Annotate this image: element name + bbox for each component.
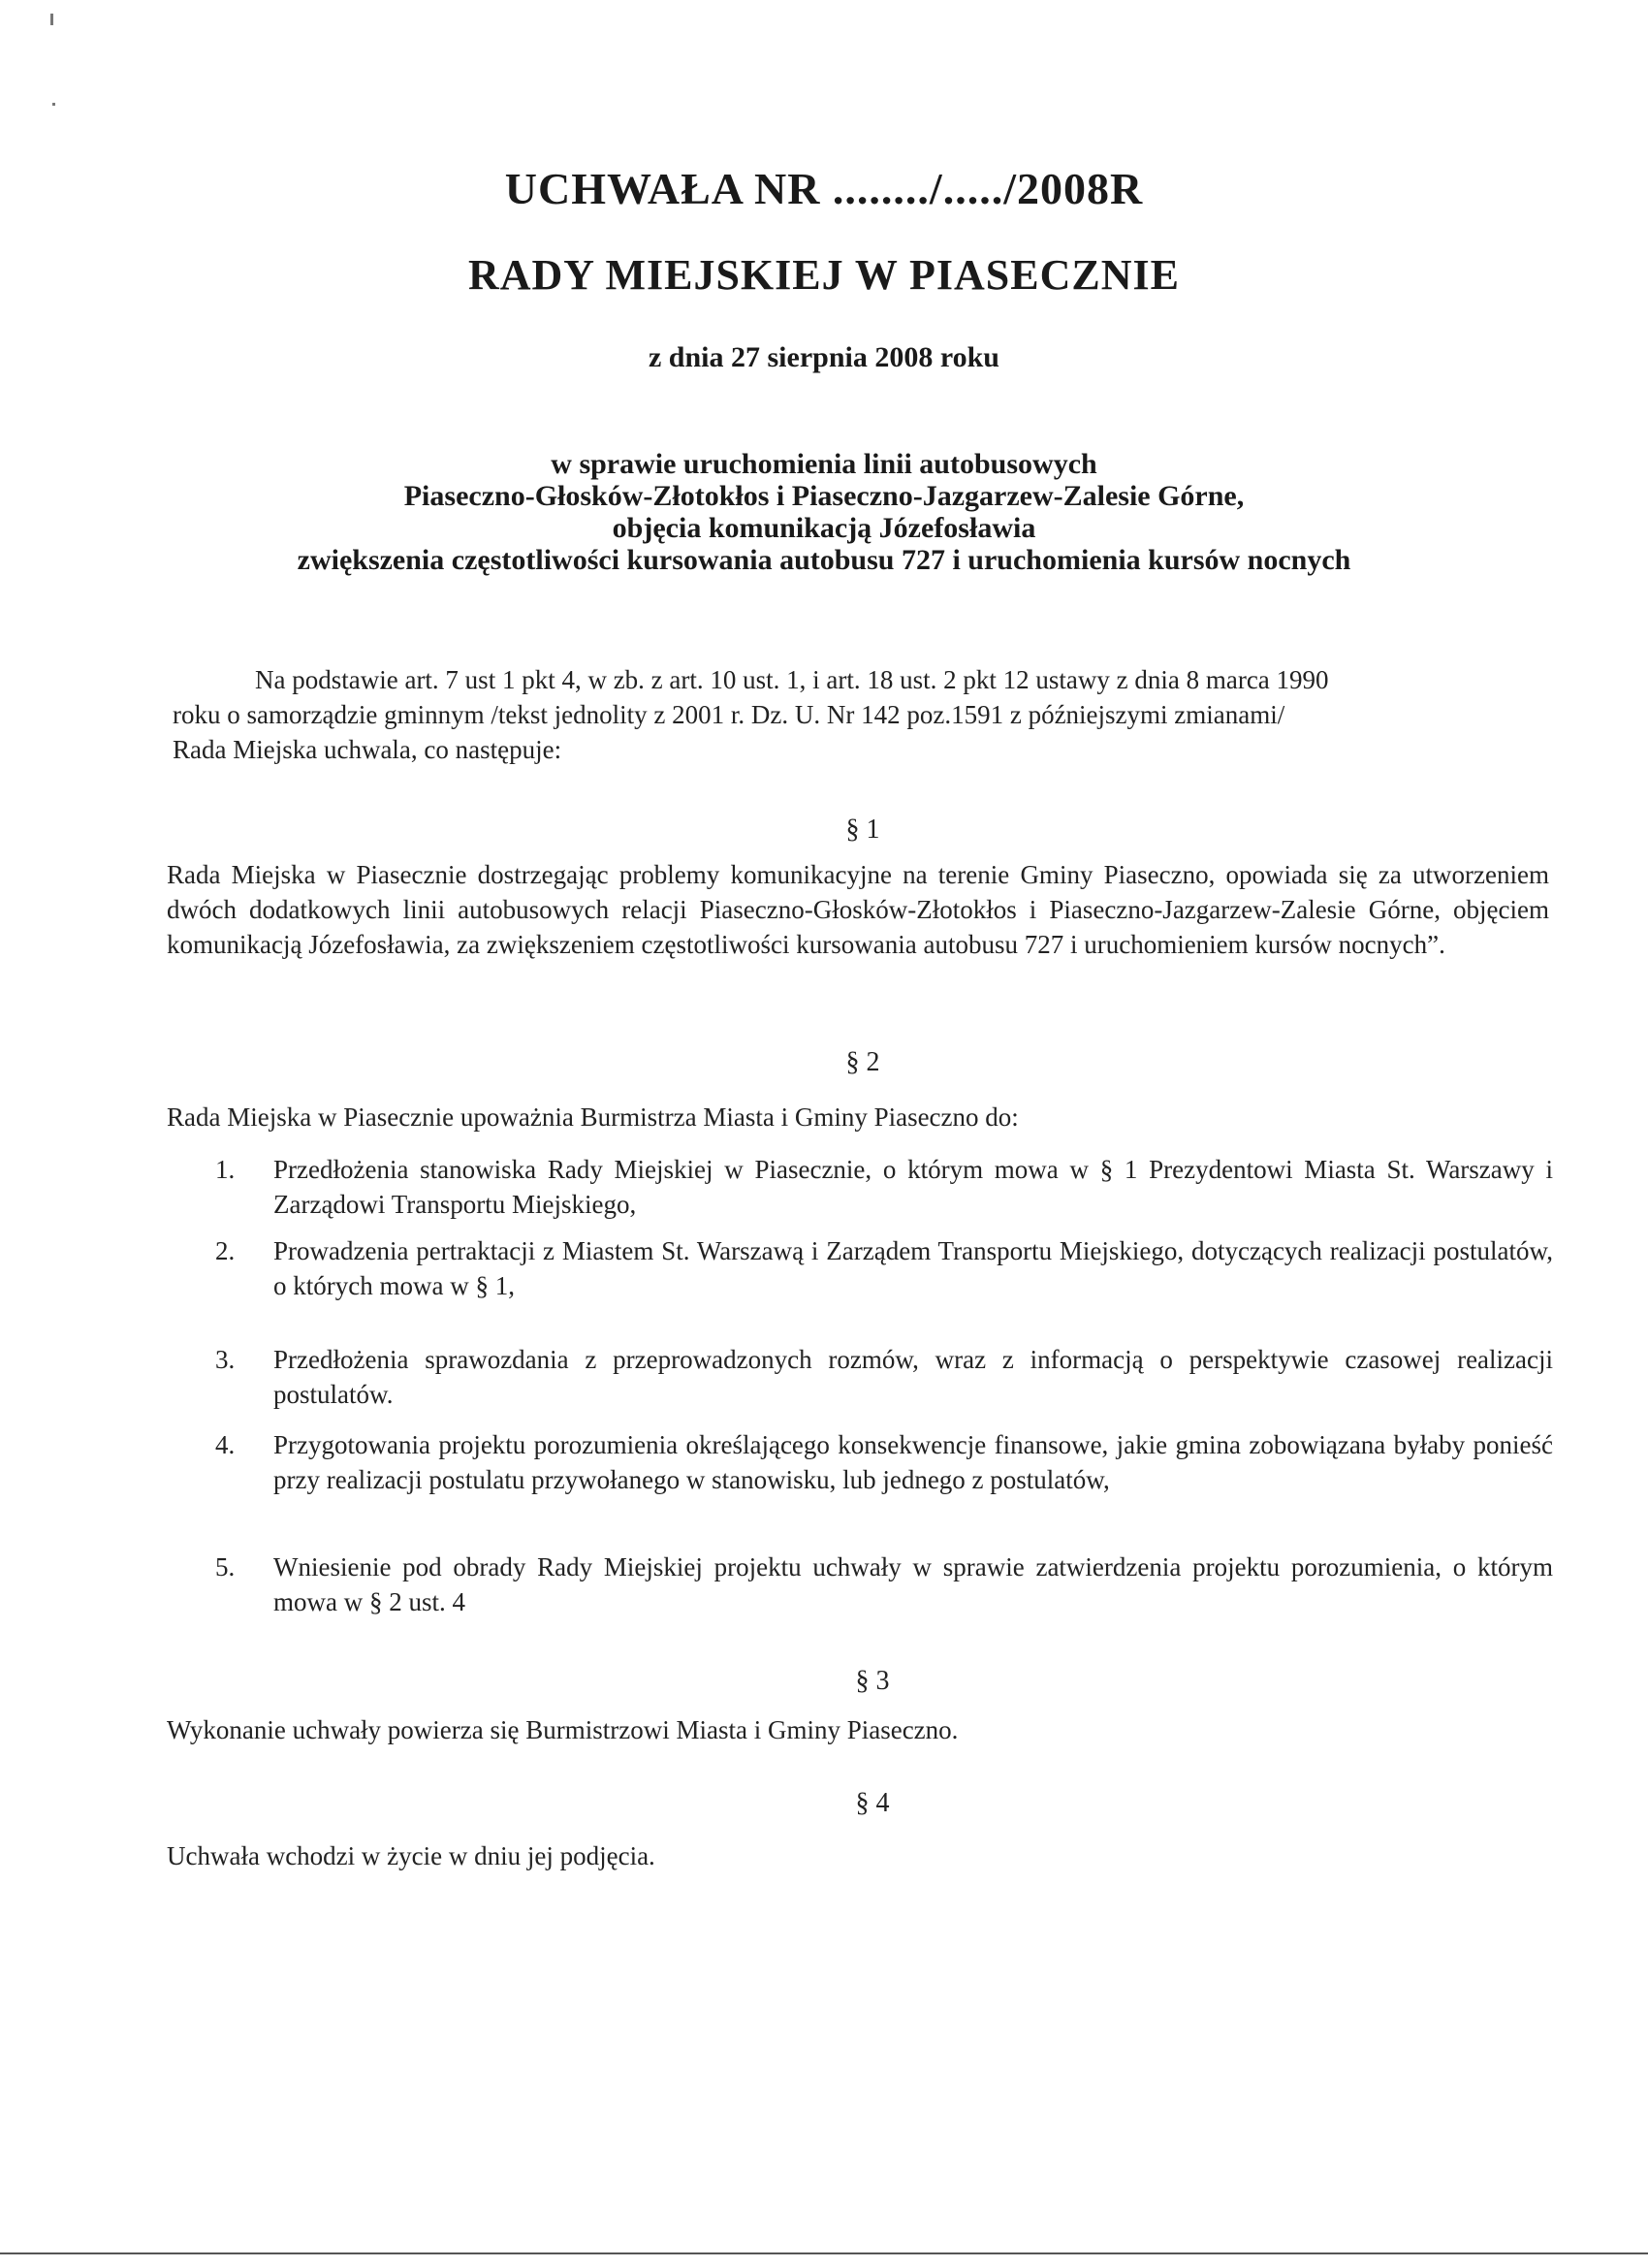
subject-line: w sprawie uruchomienia linii autobusowych	[551, 448, 1097, 480]
legal-basis	[173, 662, 1554, 767]
resolution-subject	[0, 448, 1648, 576]
council-name: RADY MIEJSKIEJ W PIASECZNIE	[467, 251, 1180, 299]
section-3-heading: § 3	[855, 1666, 890, 1696]
section-4-heading: § 4	[855, 1788, 890, 1818]
section-3-text: Wykonanie uchwały powierza się Burmistrzowi Miasta i Gminy Piaseczno.	[167, 1715, 959, 1744]
list-item	[215, 1342, 1553, 1412]
subject-line: objęcia komunikacją Józefosławia	[612, 512, 1036, 544]
list-item	[215, 1549, 1553, 1619]
section-1-heading: § 1	[845, 815, 880, 845]
section-2-intro: Rada Miejska w Piasecznie upoważnia Burmistrza Miasta i Gminy Piaseczno do:	[167, 1102, 1019, 1132]
section-2-heading: § 2	[845, 1047, 880, 1077]
scan-edge-line	[0, 2252, 1648, 2254]
list-item-text: Przedłożenia sprawozdania z przeprowadzonych rozmów, wraz z informacją o perspektywie czasowej realizacji postulatów.	[273, 1345, 1553, 1409]
list-item-number: 2.	[215, 1236, 236, 1265]
list-item-text: Wniesienie pod obrady Rady Miejskiej projektu uchwały w sprawie zatwierdzenia projektu porozumienia, o którym mowa w § 2 ust. 4	[273, 1552, 1553, 1616]
list-item-number: 1.	[215, 1155, 236, 1184]
list-item-number: 3.	[215, 1345, 236, 1374]
list-item	[215, 1427, 1553, 1497]
legal-basis-line: roku o samorządzie gminnym /tekst jednolity z 2001 r. Dz. U. Nr 142 poz.1591 z późniejszymi zmianami/	[173, 700, 1285, 729]
scan-mark	[52, 103, 55, 106]
list-item-text: Prowadzenia pertraktacji z Miastem St. Warszawą i Zarządem Transportu Miejskiego, dotyczących realizacji postulatów, o których mowa w § 1,	[273, 1236, 1553, 1300]
section-4-text: Uchwała wchodzi w życie w dniu jej podjęcia.	[167, 1841, 655, 1870]
resolution-date: z dnia 27 sierpnia 2008 roku	[648, 341, 999, 373]
legal-basis-line: Rada Miejska uchwala, co następuje:	[173, 735, 562, 764]
list-item	[215, 1233, 1553, 1303]
subject-line: Piaseczno-Głosków-Złotokłos i Piaseczno-Jazgarzew-Zalesie Górne,	[403, 480, 1245, 512]
list-item	[215, 1152, 1553, 1222]
list-item-number: 5.	[215, 1552, 236, 1581]
resolution-title: UCHWAŁA NR ......../...../2008R	[504, 164, 1144, 213]
list-item-text: Przygotowania projektu porozumienia określającego konsekwencje finansowe, jakie gmina zobowiązana byłaby ponieść przy realizacji postulatu przywołanego w stanowisku, lub jednego z postulatów,	[273, 1430, 1553, 1494]
list-item-text: Przedłożenia stanowiska Rady Miejskiej w Piasecznie, o którym mowa w § 1 Prezydentowi Miasta St. Warszawy i Zarządowi Transportu Miejskiego,	[273, 1155, 1553, 1219]
legal-basis-line: Na podstawie art. 7 ust 1 pkt 4, w zb. z art. 10 ust. 1, i art. 18 ust. 2 pkt 12 ustawy z dnia 8 marca 1990	[255, 665, 1329, 694]
list-item-number: 4.	[215, 1430, 236, 1459]
section-1-text: Rada Miejska w Piasecznie dostrzegając problemy komunikacyjne na terenie Gminy Piaseczno, opowiada się za utworzeniem dwóch dodatkowych linii autobusowych relacji Piaseczno-Głosków-Złotokłos i Piaseczno-Jazgarzew-Zalesie Górne, objęciem komunikacją Józefosławia, za zwiększeniem częstotliwości kursowania autobusu 727 i uruchomieniem kursów nocnych”.	[167, 860, 1549, 959]
subject-line: zwiększenia częstotliwości kursowania autobusu 727 i uruchomienia kursów nocnych	[297, 544, 1351, 576]
scan-mark	[50, 14, 53, 25]
